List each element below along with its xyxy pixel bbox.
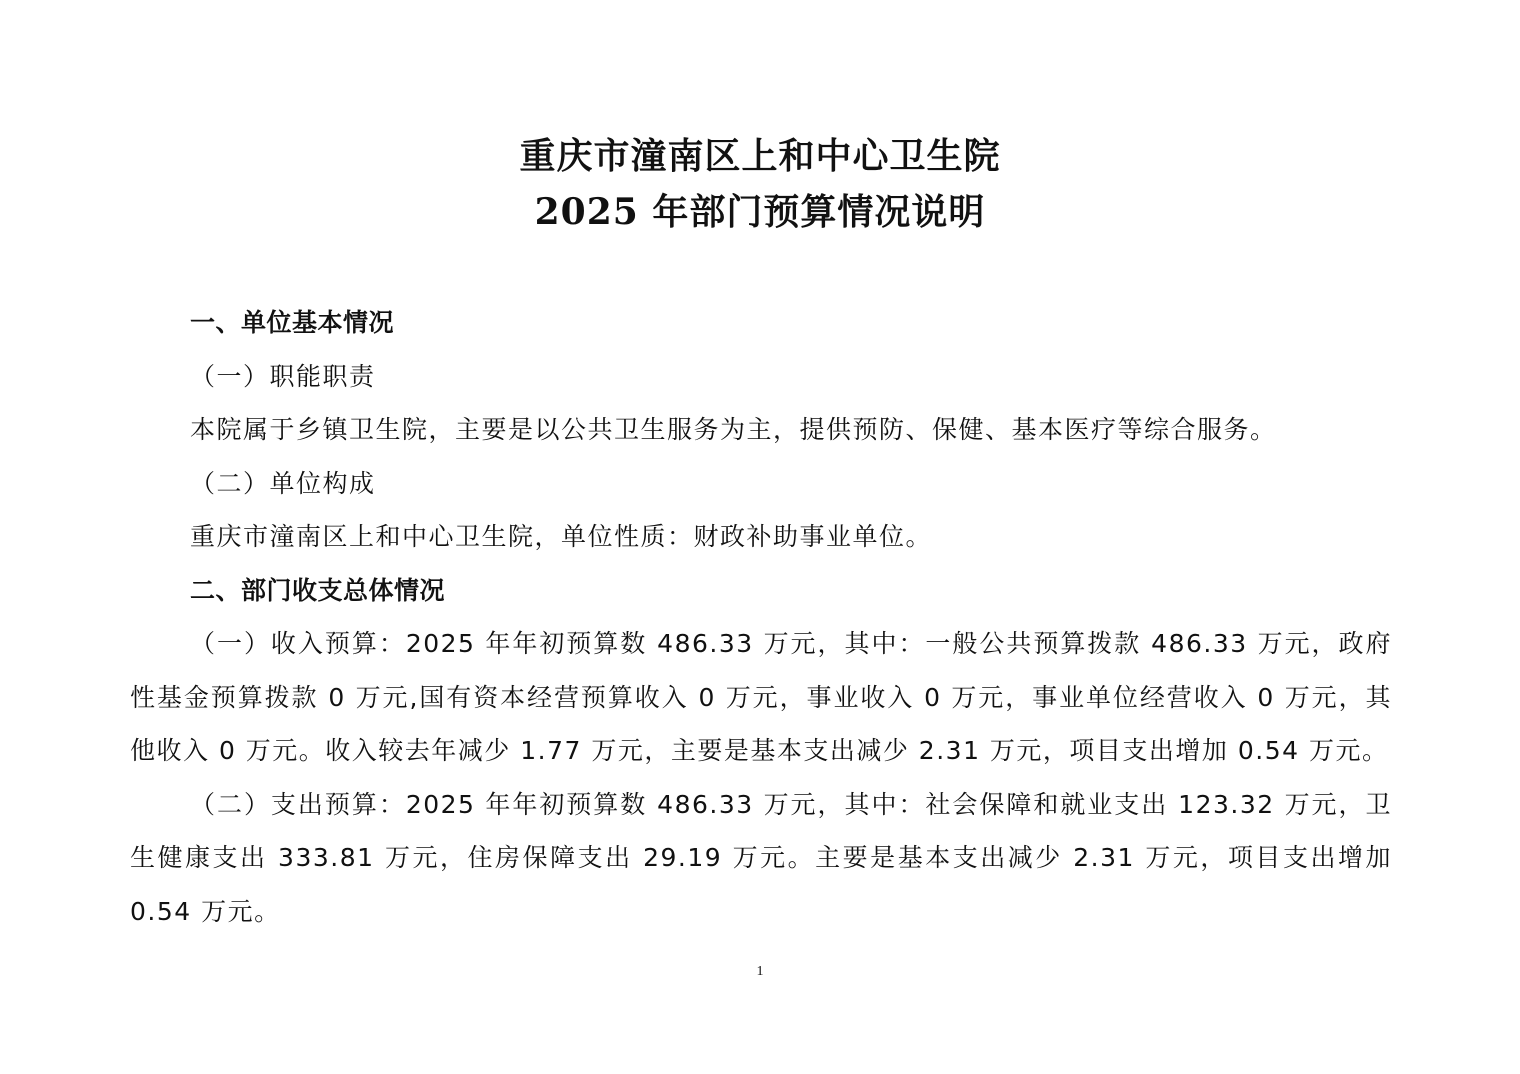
title-line-2: 2025 年部门预算情况说明 xyxy=(534,191,986,233)
paragraph-duties: 本院属于乡镇卫生院，主要是以公共卫生服务为主，提供预防、保健、基本医疗等综合服务。 xyxy=(190,415,1277,444)
section-heading-budget-overview: 二、部门收支总体情况 xyxy=(190,575,446,605)
paragraph-expense-budget: （二）支出预算：2025 年年初预算数 486.33 万元，其中：社会保障和就业支出 123.32 万元，卫生健康支出 333.81 万元，住房保障支出 29.19 万元。主要是基本支出减少 2.31 万元，项目支出增加 0.54 万元。 xyxy=(130,789,1392,926)
section-heading-basic-info: 一、单位基本情况 xyxy=(190,308,395,337)
subheading-composition: （二）单位构成 xyxy=(190,468,376,498)
title-line-1: 重庆市潼南区上和中心卫生院 xyxy=(519,135,1001,177)
paragraph-composition: 重庆市潼南区上和中心卫生院，单位性质：财政补助事业单位。 xyxy=(190,522,933,551)
document-body xyxy=(130,296,1392,938)
subheading-duties: （一）职能职责 xyxy=(190,361,376,391)
page-number: 1 xyxy=(756,964,764,979)
document-title xyxy=(0,128,1520,240)
paragraph-income-budget: （一）收入预算：2025 年年初预算数 486.33 万元，其中：一般公共预算拨款 486.33 万元，政府性基金预算拨款 0 万元,国有资本经营预算收入 0 万元，事业收入 0 万元，事业单位经营收入 0 万元，其他收入 0 万元。收入较去年减少 1.77 万元，主要是基本支出减少 2.31 万元，项目支出增加 0.54 万元。 xyxy=(130,629,1392,765)
